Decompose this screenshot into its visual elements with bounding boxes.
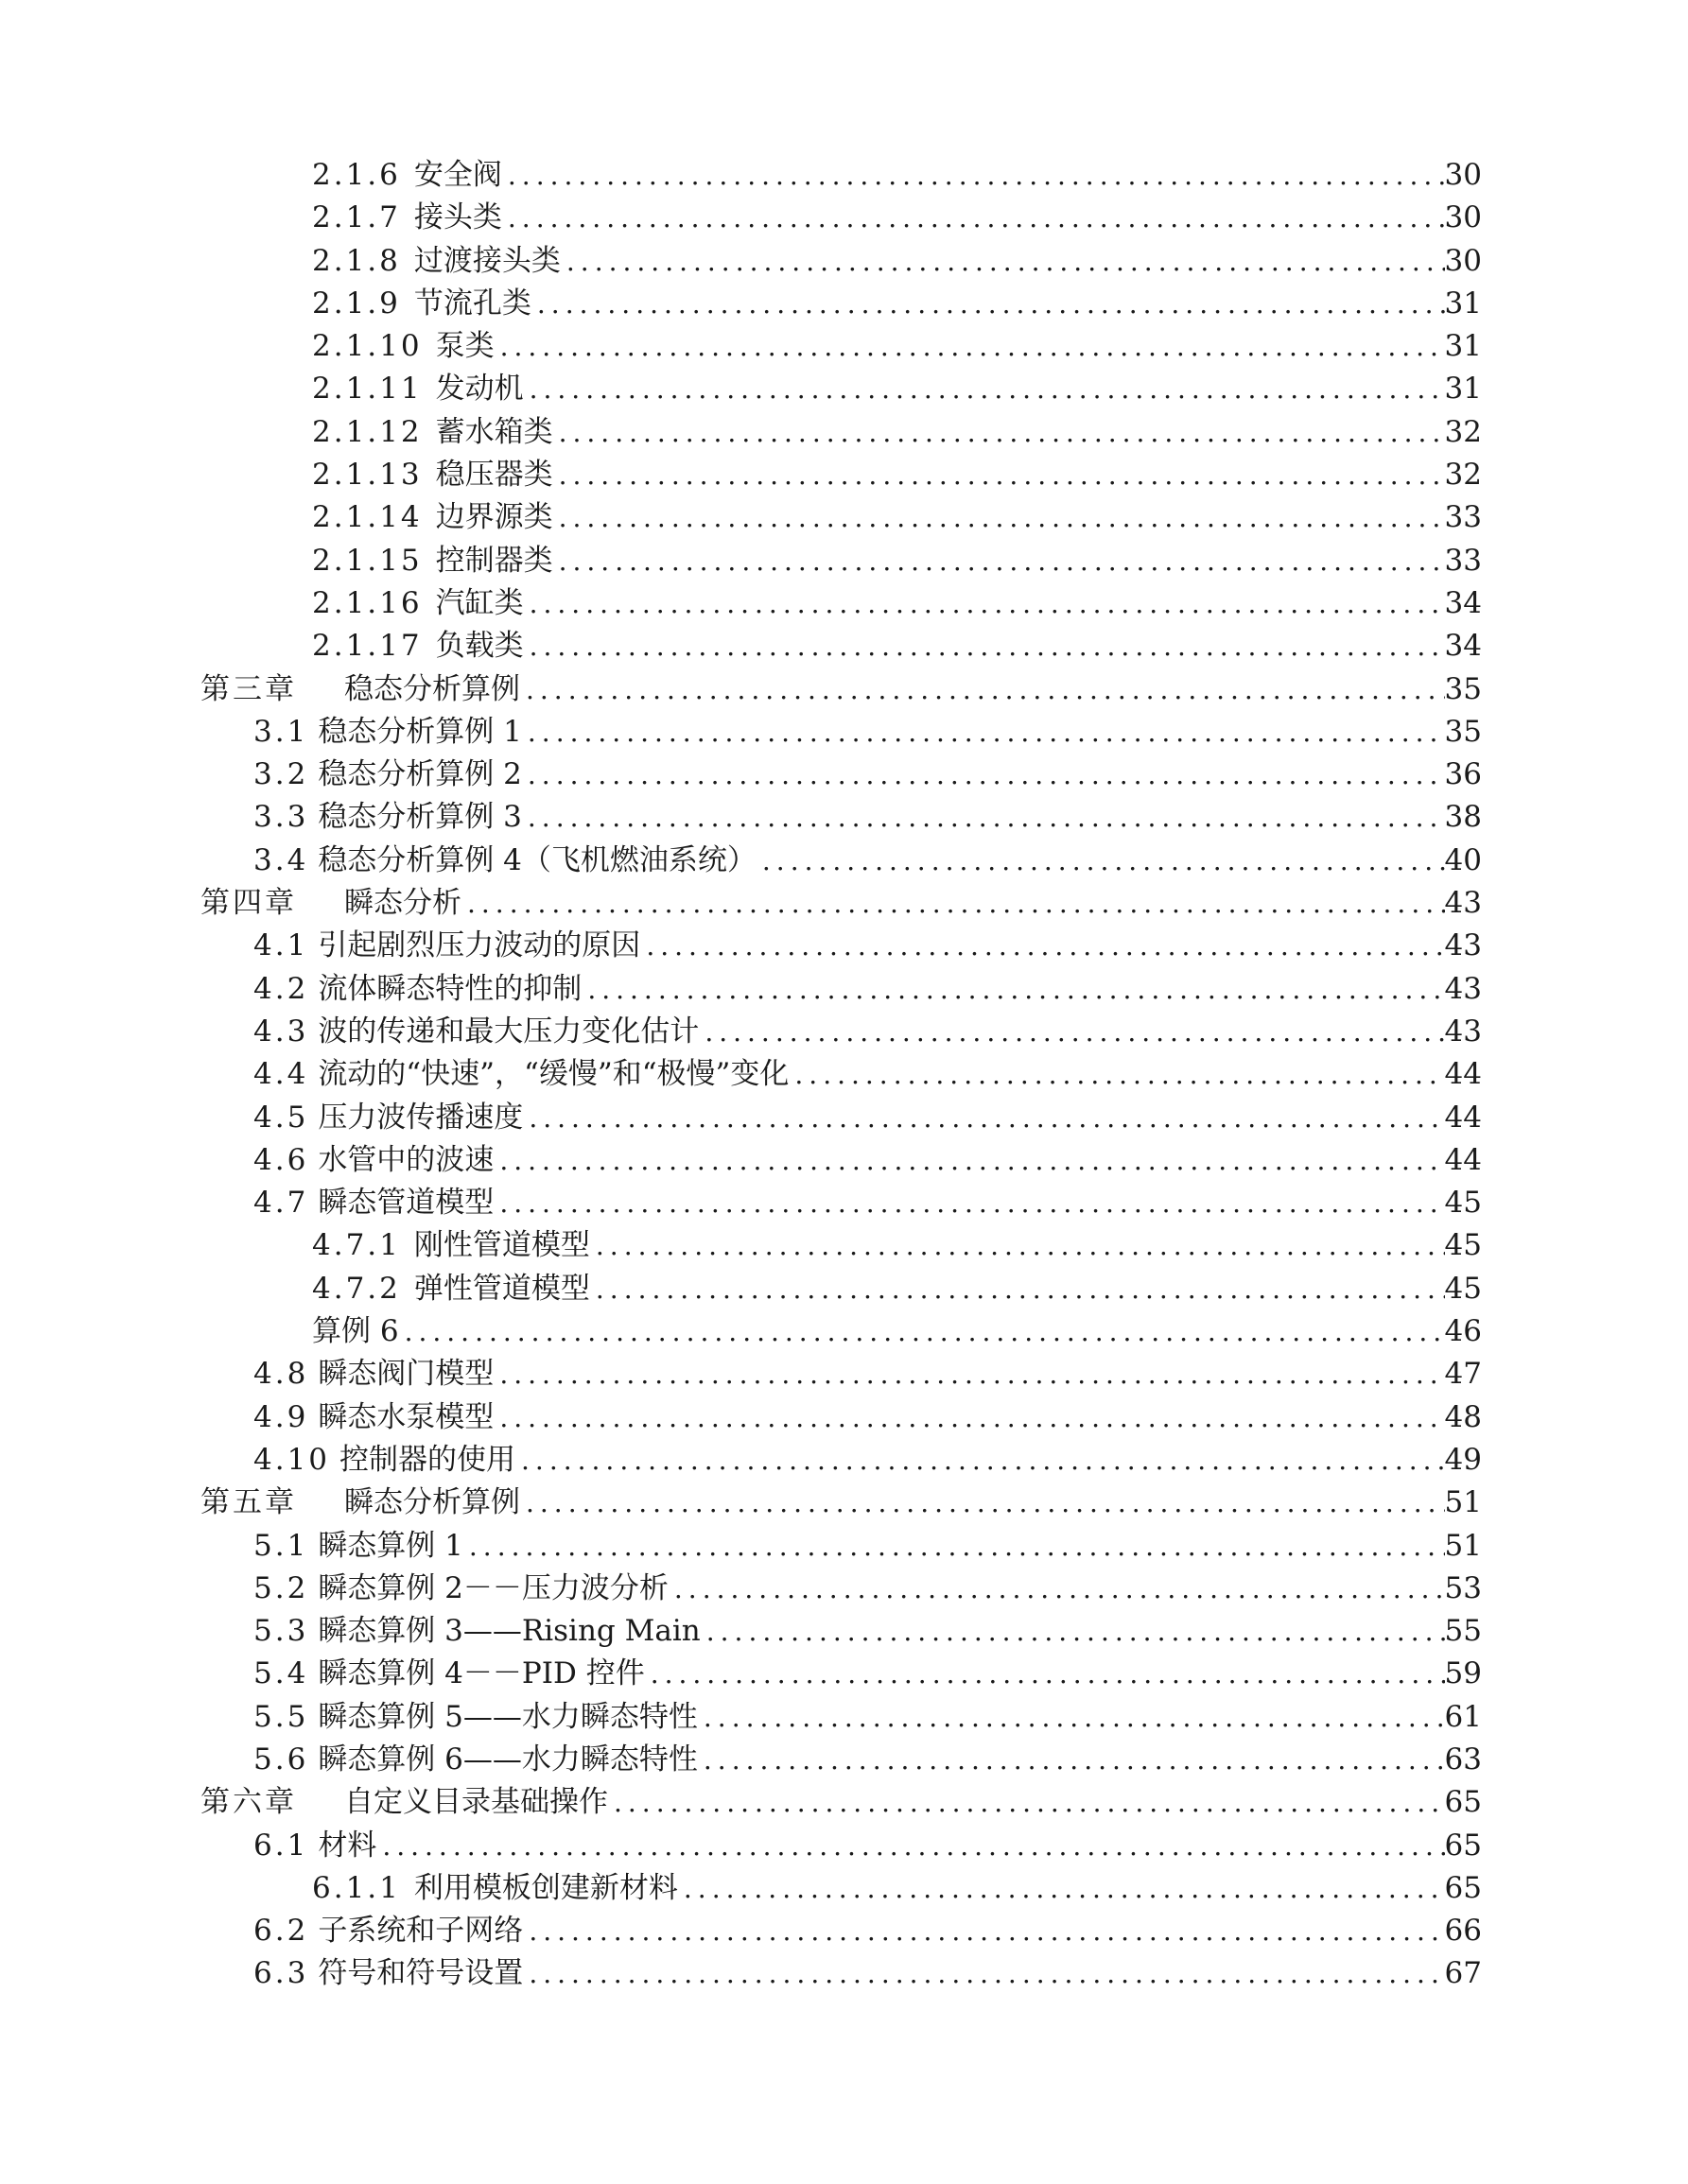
toc-entry[interactable]: [0, 968, 1688, 1011]
toc-dot-leader: [523, 1097, 1444, 1139]
toc-entry-number: 第三章: [200, 671, 297, 706]
toc-entry-line: [312, 240, 1482, 283]
toc-entry-page-number: 32: [1444, 414, 1482, 449]
toc-entry-number: 第六章: [200, 1785, 297, 1820]
toc-entry-number: 4.2: [253, 971, 309, 1006]
toc-dot-leader: [789, 1053, 1444, 1096]
toc-entry[interactable]: [0, 496, 1688, 539]
toc-entry-title: 边界源类: [435, 500, 553, 535]
toc-dot-leader: [553, 540, 1445, 582]
toc-entry-title: 波的传递和最大压力变化估计: [318, 1014, 700, 1049]
toc-entry-title: 瞬态算例 5——水力瞬态特性: [318, 1699, 698, 1734]
toc-dot-leader: [645, 1653, 1445, 1695]
toc-entry[interactable]: [0, 454, 1688, 496]
toc-entry-title: 泵类: [435, 329, 495, 364]
toc-entry-title: 符号和符号设置: [318, 1956, 524, 1991]
toc-entry-line: [253, 1952, 1482, 1995]
toc-entry-page-number: 30: [1444, 158, 1482, 192]
toc-entry-line: [253, 1139, 1482, 1182]
toc-entry-title: 利用模板创建新材料: [413, 1870, 678, 1905]
toc-entry-page-number: 33: [1444, 500, 1482, 535]
toc-dot-leader: [494, 1353, 1444, 1395]
toc-entry[interactable]: [0, 668, 1688, 711]
toc-entry[interactable]: [0, 925, 1688, 967]
toc-entry-number: 4.7.1: [312, 1228, 401, 1263]
toc-entry-number: 2.1.13: [312, 458, 423, 493]
toc-entry-line: [253, 1011, 1482, 1053]
toc-entry-number: 6.1: [253, 1828, 309, 1863]
toc-entry-line: [312, 154, 1482, 197]
toc-dot-leader: [461, 882, 1445, 925]
toc-entry-page-number: 30: [1444, 243, 1482, 278]
toc-entry[interactable]: [0, 1396, 1688, 1439]
toc-entry-title: 瞬态阀门模型: [318, 1357, 495, 1392]
toc-dot-leader: [376, 1825, 1444, 1867]
toc-entry-page-number: 31: [1444, 372, 1482, 407]
toc-entry[interactable]: [0, 1224, 1688, 1267]
toc-entry[interactable]: [0, 540, 1688, 582]
toc-entry-line: [253, 1610, 1482, 1653]
toc-entry-line: [200, 882, 1482, 925]
toc-entry[interactable]: [0, 1525, 1688, 1568]
toc-entry-page-number: 51: [1444, 1485, 1482, 1520]
toc-dot-leader: [701, 1610, 1445, 1653]
toc-entry-number: 5.5: [253, 1699, 309, 1734]
toc-entry-title: 水管中的波速: [318, 1142, 495, 1177]
toc-dot-leader: [669, 1568, 1445, 1610]
toc-entry-line: [253, 925, 1482, 967]
toc-entry-line: [200, 668, 1482, 711]
toc-entry-title: 瞬态分析: [344, 886, 461, 921]
toc-dot-leader: [757, 840, 1445, 882]
toc-dot-leader: [608, 1781, 1445, 1824]
toc-entry-number: 5.3: [253, 1614, 309, 1649]
toc-entry-page-number: 49: [1444, 1442, 1482, 1477]
toc-entry-number: 5.4: [253, 1656, 309, 1691]
toc-entry-title: 稳态分析算例: [344, 671, 520, 706]
toc-entry[interactable]: [0, 840, 1688, 882]
toc-entry-number: 2.1.10: [312, 329, 423, 364]
toc-dot-leader: [678, 1867, 1445, 1910]
toc-entry-line: [253, 796, 1482, 839]
toc-entry-line: [312, 283, 1482, 325]
toc-entry-line: [312, 1224, 1482, 1267]
toc-entry-line: [253, 1396, 1482, 1439]
toc-entry[interactable]: [0, 1182, 1688, 1224]
toc-entry-line: [312, 582, 1482, 625]
toc-entry-page-number: 59: [1444, 1656, 1482, 1691]
toc-entry-title: 算例 6: [312, 1314, 399, 1349]
toc-entry-line: [312, 496, 1482, 539]
toc-entry-line: [253, 1053, 1482, 1096]
toc-entry-line: [253, 840, 1482, 882]
toc-entry-number: 6.1.1: [312, 1870, 401, 1905]
toc-dot-leader: [502, 197, 1445, 239]
toc-entry-title: 稳态分析算例 3: [318, 800, 522, 835]
toc-dot-leader: [522, 711, 1445, 754]
toc-dot-leader: [698, 1696, 1445, 1739]
toc-entry[interactable]: [0, 1097, 1688, 1139]
toc-dot-leader: [494, 1182, 1444, 1224]
toc-entry[interactable]: [0, 1439, 1688, 1482]
toc-entry-line: [312, 197, 1482, 239]
toc-entry-page-number: 47: [1444, 1357, 1482, 1392]
toc-entry-title: 瞬态算例 4－－PID 控件: [318, 1656, 645, 1691]
toc-entry-line: [312, 411, 1482, 454]
toc-entry-line: [253, 1439, 1482, 1482]
toc-entry[interactable]: [0, 582, 1688, 625]
toc-entry[interactable]: [0, 1353, 1688, 1395]
toc-entry-page-number: 44: [1444, 1142, 1482, 1177]
toc-entry-number: 3.1: [253, 714, 309, 749]
toc-entry-page-number: 45: [1444, 1186, 1482, 1221]
toc-entry-page-number: 31: [1444, 286, 1482, 321]
toc-entry-title: 压力波传播速度: [318, 1100, 524, 1135]
toc-entry-number: 4.4: [253, 1057, 309, 1092]
toc-entry-number: 5.6: [253, 1742, 309, 1777]
toc-entry[interactable]: [0, 1053, 1688, 1096]
toc-entry-title: 流动的“快速”，“缓慢”和“极慢”变化: [318, 1057, 790, 1092]
toc-entry-page-number: 34: [1444, 585, 1482, 620]
toc-entry[interactable]: [0, 1482, 1688, 1524]
toc-dot-leader: [522, 796, 1445, 839]
toc-entry[interactable]: [0, 197, 1688, 239]
toc-entry-number: 4.9: [253, 1399, 309, 1434]
toc-entry-page-number: 61: [1444, 1699, 1482, 1734]
toc-entry-line: [312, 454, 1482, 496]
toc-entry-number: 4.3: [253, 1014, 309, 1049]
toc-dot-leader: [699, 1011, 1444, 1053]
toc-entry[interactable]: [0, 368, 1688, 410]
toc-entry[interactable]: [0, 882, 1688, 925]
toc-dot-leader: [590, 1268, 1445, 1310]
toc-entry-page-number: 67: [1444, 1956, 1482, 1991]
toc-entry-title: 瞬态算例 1: [318, 1528, 463, 1563]
toc-entry-title: 控制器的使用: [339, 1442, 516, 1477]
toc-entry[interactable]: [0, 1568, 1688, 1610]
toc-entry-title: 安全阀: [413, 158, 502, 192]
toc-entry-title: 稳态分析算例 2: [318, 757, 522, 792]
toc-entry-title: 材料: [318, 1828, 377, 1863]
toc-entry-line: [312, 540, 1482, 582]
toc-entry-title: 瞬态分析算例: [344, 1485, 520, 1520]
toc-entry-number: 5.1: [253, 1528, 309, 1563]
toc-entry-number: 第五章: [200, 1485, 297, 1520]
toc-entry-title: 瞬态算例 3——Rising Main: [318, 1614, 701, 1649]
toc-entry-page-number: 46: [1444, 1314, 1482, 1349]
toc-entry-title: 刚性管道模型: [413, 1228, 590, 1263]
toc-entry[interactable]: [0, 411, 1688, 454]
toc-entry-line: [253, 968, 1482, 1011]
toc-entry-line: [253, 1653, 1482, 1695]
toc-entry[interactable]: [0, 1011, 1688, 1053]
toc-entry-line: [312, 1867, 1482, 1910]
toc-entry-page-number: 33: [1444, 543, 1482, 578]
toc-entry-title: 蓄水箱类: [435, 414, 553, 449]
toc-entry-number: 3.4: [253, 842, 309, 877]
toc-entry-line: [253, 1353, 1482, 1395]
toc-dot-leader: [640, 925, 1444, 967]
toc-entry-page-number: 43: [1444, 886, 1482, 921]
toc-entry-line: [253, 1696, 1482, 1739]
toc-dot-leader: [494, 1396, 1444, 1439]
toc-dot-leader: [523, 1910, 1444, 1952]
toc-entry-title: 引起剧烈压力波动的原因: [318, 928, 641, 963]
toc-entry-line: [253, 1568, 1482, 1610]
toc-entry-number: 2.1.17: [312, 629, 423, 664]
toc-entry-page-number: 31: [1444, 329, 1482, 364]
toc-entry-page-number: 63: [1444, 1742, 1482, 1777]
toc-dot-leader: [502, 154, 1445, 197]
toc-entry-title: 瞬态水泵模型: [318, 1399, 495, 1434]
toc-entry-line: [253, 754, 1482, 796]
toc-entry-number: 4.5: [253, 1100, 309, 1135]
toc-dot-leader: [495, 325, 1445, 368]
toc-entry[interactable]: [0, 1781, 1688, 1824]
toc-entry-line: [253, 1910, 1482, 1952]
toc-entry-page-number: 43: [1444, 928, 1482, 963]
toc-entry-page-number: 44: [1444, 1057, 1482, 1092]
toc-entry-number: 3.3: [253, 800, 309, 835]
toc-entry-number: 4.1: [253, 928, 309, 963]
toc-entry-line: [253, 1182, 1482, 1224]
toc-dot-leader: [524, 368, 1445, 410]
toc-entry-page-number: 32: [1444, 458, 1482, 493]
toc-entry[interactable]: [0, 1139, 1688, 1182]
toc-entry-page-number: 40: [1444, 842, 1482, 877]
toc-entry-title: 弹性管道模型: [413, 1271, 590, 1306]
toc-entry-line: [253, 711, 1482, 754]
toc-entry-line: [253, 1739, 1482, 1781]
toc-entry-page-number: 34: [1444, 629, 1482, 664]
toc-entry[interactable]: [0, 240, 1688, 283]
toc-entry-line: [200, 1482, 1482, 1524]
toc-entry-page-number: 65: [1444, 1828, 1482, 1863]
toc-dot-leader: [553, 411, 1445, 454]
toc-entry-number: 2.1.15: [312, 543, 423, 578]
toc-entry-number: 2.1.12: [312, 414, 423, 449]
toc-dot-leader: [524, 582, 1445, 625]
toc-entry-page-number: 53: [1444, 1570, 1482, 1605]
toc-entry[interactable]: [0, 283, 1688, 325]
toc-entry-title: 瞬态算例 2－－压力波分析: [318, 1570, 669, 1605]
toc-dot-leader: [553, 454, 1445, 496]
toc-entry-line: [312, 625, 1482, 667]
toc-entry-title: 子系统和子网络: [318, 1914, 524, 1949]
toc-entry-line: [312, 368, 1482, 410]
toc-entry-number: 2.1.9: [312, 286, 401, 321]
toc-entry-number: 4.6: [253, 1142, 309, 1177]
toc-entry-line: [312, 1310, 1482, 1353]
toc-entry[interactable]: [0, 1610, 1688, 1653]
toc-entry-title: 节流孔类: [413, 286, 531, 321]
toc-entry-number: 第四章: [200, 886, 297, 921]
toc-entry-title: 自定义目录基础操作: [344, 1785, 608, 1820]
toc-dot-leader: [520, 1482, 1445, 1524]
toc-entry-page-number: 35: [1444, 671, 1482, 706]
toc-entry-number: 6.2: [253, 1914, 309, 1949]
toc-entry-number: 2.1.6: [312, 158, 401, 192]
toc-entry-number: 2.1.16: [312, 585, 423, 620]
toc-entry[interactable]: [0, 625, 1688, 667]
toc-dot-leader: [524, 625, 1445, 667]
toc-entry-title: 发动机: [435, 372, 524, 407]
toc-entry-title: 接头类: [413, 200, 502, 235]
toc-entry[interactable]: [0, 754, 1688, 796]
toc-entry-page-number: 44: [1444, 1100, 1482, 1135]
toc-entry[interactable]: [0, 1910, 1688, 1952]
toc-entry-page-number: 35: [1444, 714, 1482, 749]
toc-entry-number: 4.7: [253, 1186, 309, 1221]
toc-entry-number: 4.10: [253, 1442, 331, 1477]
toc-entry-title: 瞬态管道模型: [318, 1186, 495, 1221]
toc-entry[interactable]: [0, 796, 1688, 839]
toc-dot-leader: [698, 1739, 1445, 1781]
toc-entry[interactable]: [0, 1268, 1688, 1310]
toc-entry-number: 2.1.7: [312, 200, 401, 235]
toc-entry-page-number: 45: [1444, 1271, 1482, 1306]
toc-entry-number: 6.3: [253, 1956, 309, 1991]
toc-entry-line: [253, 1825, 1482, 1867]
toc-entry[interactable]: [0, 154, 1688, 197]
toc-entry-title: 稳态分析算例 4（飞机燃油系统）: [318, 842, 757, 877]
toc-entry[interactable]: [0, 1739, 1688, 1781]
toc-entry-number: 2.1.11: [312, 372, 423, 407]
toc-entry-page-number: 65: [1444, 1785, 1482, 1820]
toc-entry[interactable]: [0, 1825, 1688, 1867]
toc-entry-line: [312, 1268, 1482, 1310]
toc-dot-leader: [523, 1952, 1444, 1995]
toc-dot-leader: [561, 240, 1445, 283]
toc-entry-line: [200, 1781, 1482, 1824]
toc-entry-page-number: 36: [1444, 757, 1482, 792]
toc-entry-title: 稳压器类: [435, 458, 553, 493]
toc-entry-number: 2.1.8: [312, 243, 401, 278]
toc-entry-page-number: 38: [1444, 800, 1482, 835]
toc-dot-leader: [522, 754, 1445, 796]
toc-entry-page-number: 51: [1444, 1528, 1482, 1563]
toc-dot-leader: [399, 1310, 1445, 1353]
toc-dot-leader: [590, 1224, 1445, 1267]
toc-dot-leader: [531, 283, 1445, 325]
toc-entry[interactable]: [0, 1696, 1688, 1739]
toc-entry-title: 控制器类: [435, 543, 553, 578]
toc-entry-page-number: 55: [1444, 1614, 1482, 1649]
toc-entry-title: 负载类: [435, 629, 524, 664]
toc-entry-title: 汽缸类: [435, 585, 524, 620]
toc-entry-page-number: 45: [1444, 1228, 1482, 1263]
toc-entry-title: 瞬态算例 6——水力瞬态特性: [318, 1742, 698, 1777]
toc-entry-title: 稳态分析算例 1: [318, 714, 522, 749]
toc-entry-number: 3.2: [253, 757, 309, 792]
toc-entry-number: 4.7.2: [312, 1271, 401, 1306]
toc-entry-page-number: 43: [1444, 971, 1482, 1006]
toc-dot-leader: [494, 1139, 1444, 1182]
toc-dot-leader: [553, 496, 1445, 539]
toc-dot-leader: [463, 1525, 1445, 1568]
toc-entry-page-number: 30: [1444, 200, 1482, 235]
toc-entry-number: 2.1.14: [312, 500, 423, 535]
toc-entry-page-number: 43: [1444, 1014, 1482, 1049]
toc-entry-number: 4.8: [253, 1357, 309, 1392]
toc-entry[interactable]: [0, 1952, 1688, 1995]
toc-entry-line: [253, 1097, 1482, 1139]
toc-entry-page-number: 48: [1444, 1399, 1482, 1434]
toc-dot-leader: [520, 668, 1445, 711]
toc-entry-title: 流体瞬态特性的抑制: [318, 971, 583, 1006]
toc-dot-leader: [515, 1439, 1445, 1482]
toc-entry[interactable]: [0, 1653, 1688, 1695]
table-of-contents: [0, 154, 1688, 1996]
toc-dot-leader: [582, 968, 1444, 1011]
toc-entry[interactable]: [0, 1867, 1688, 1910]
toc-entry[interactable]: [0, 325, 1688, 368]
toc-entry-title: 过渡接头类: [413, 243, 561, 278]
toc-entry[interactable]: [0, 711, 1688, 754]
toc-entry-line: [312, 325, 1482, 368]
toc-entry-line: [253, 1525, 1482, 1568]
toc-entry[interactable]: [0, 1310, 1688, 1353]
toc-entry-number: 5.2: [253, 1570, 309, 1605]
toc-entry-page-number: 66: [1444, 1914, 1482, 1949]
toc-entry-page-number: 65: [1444, 1870, 1482, 1905]
